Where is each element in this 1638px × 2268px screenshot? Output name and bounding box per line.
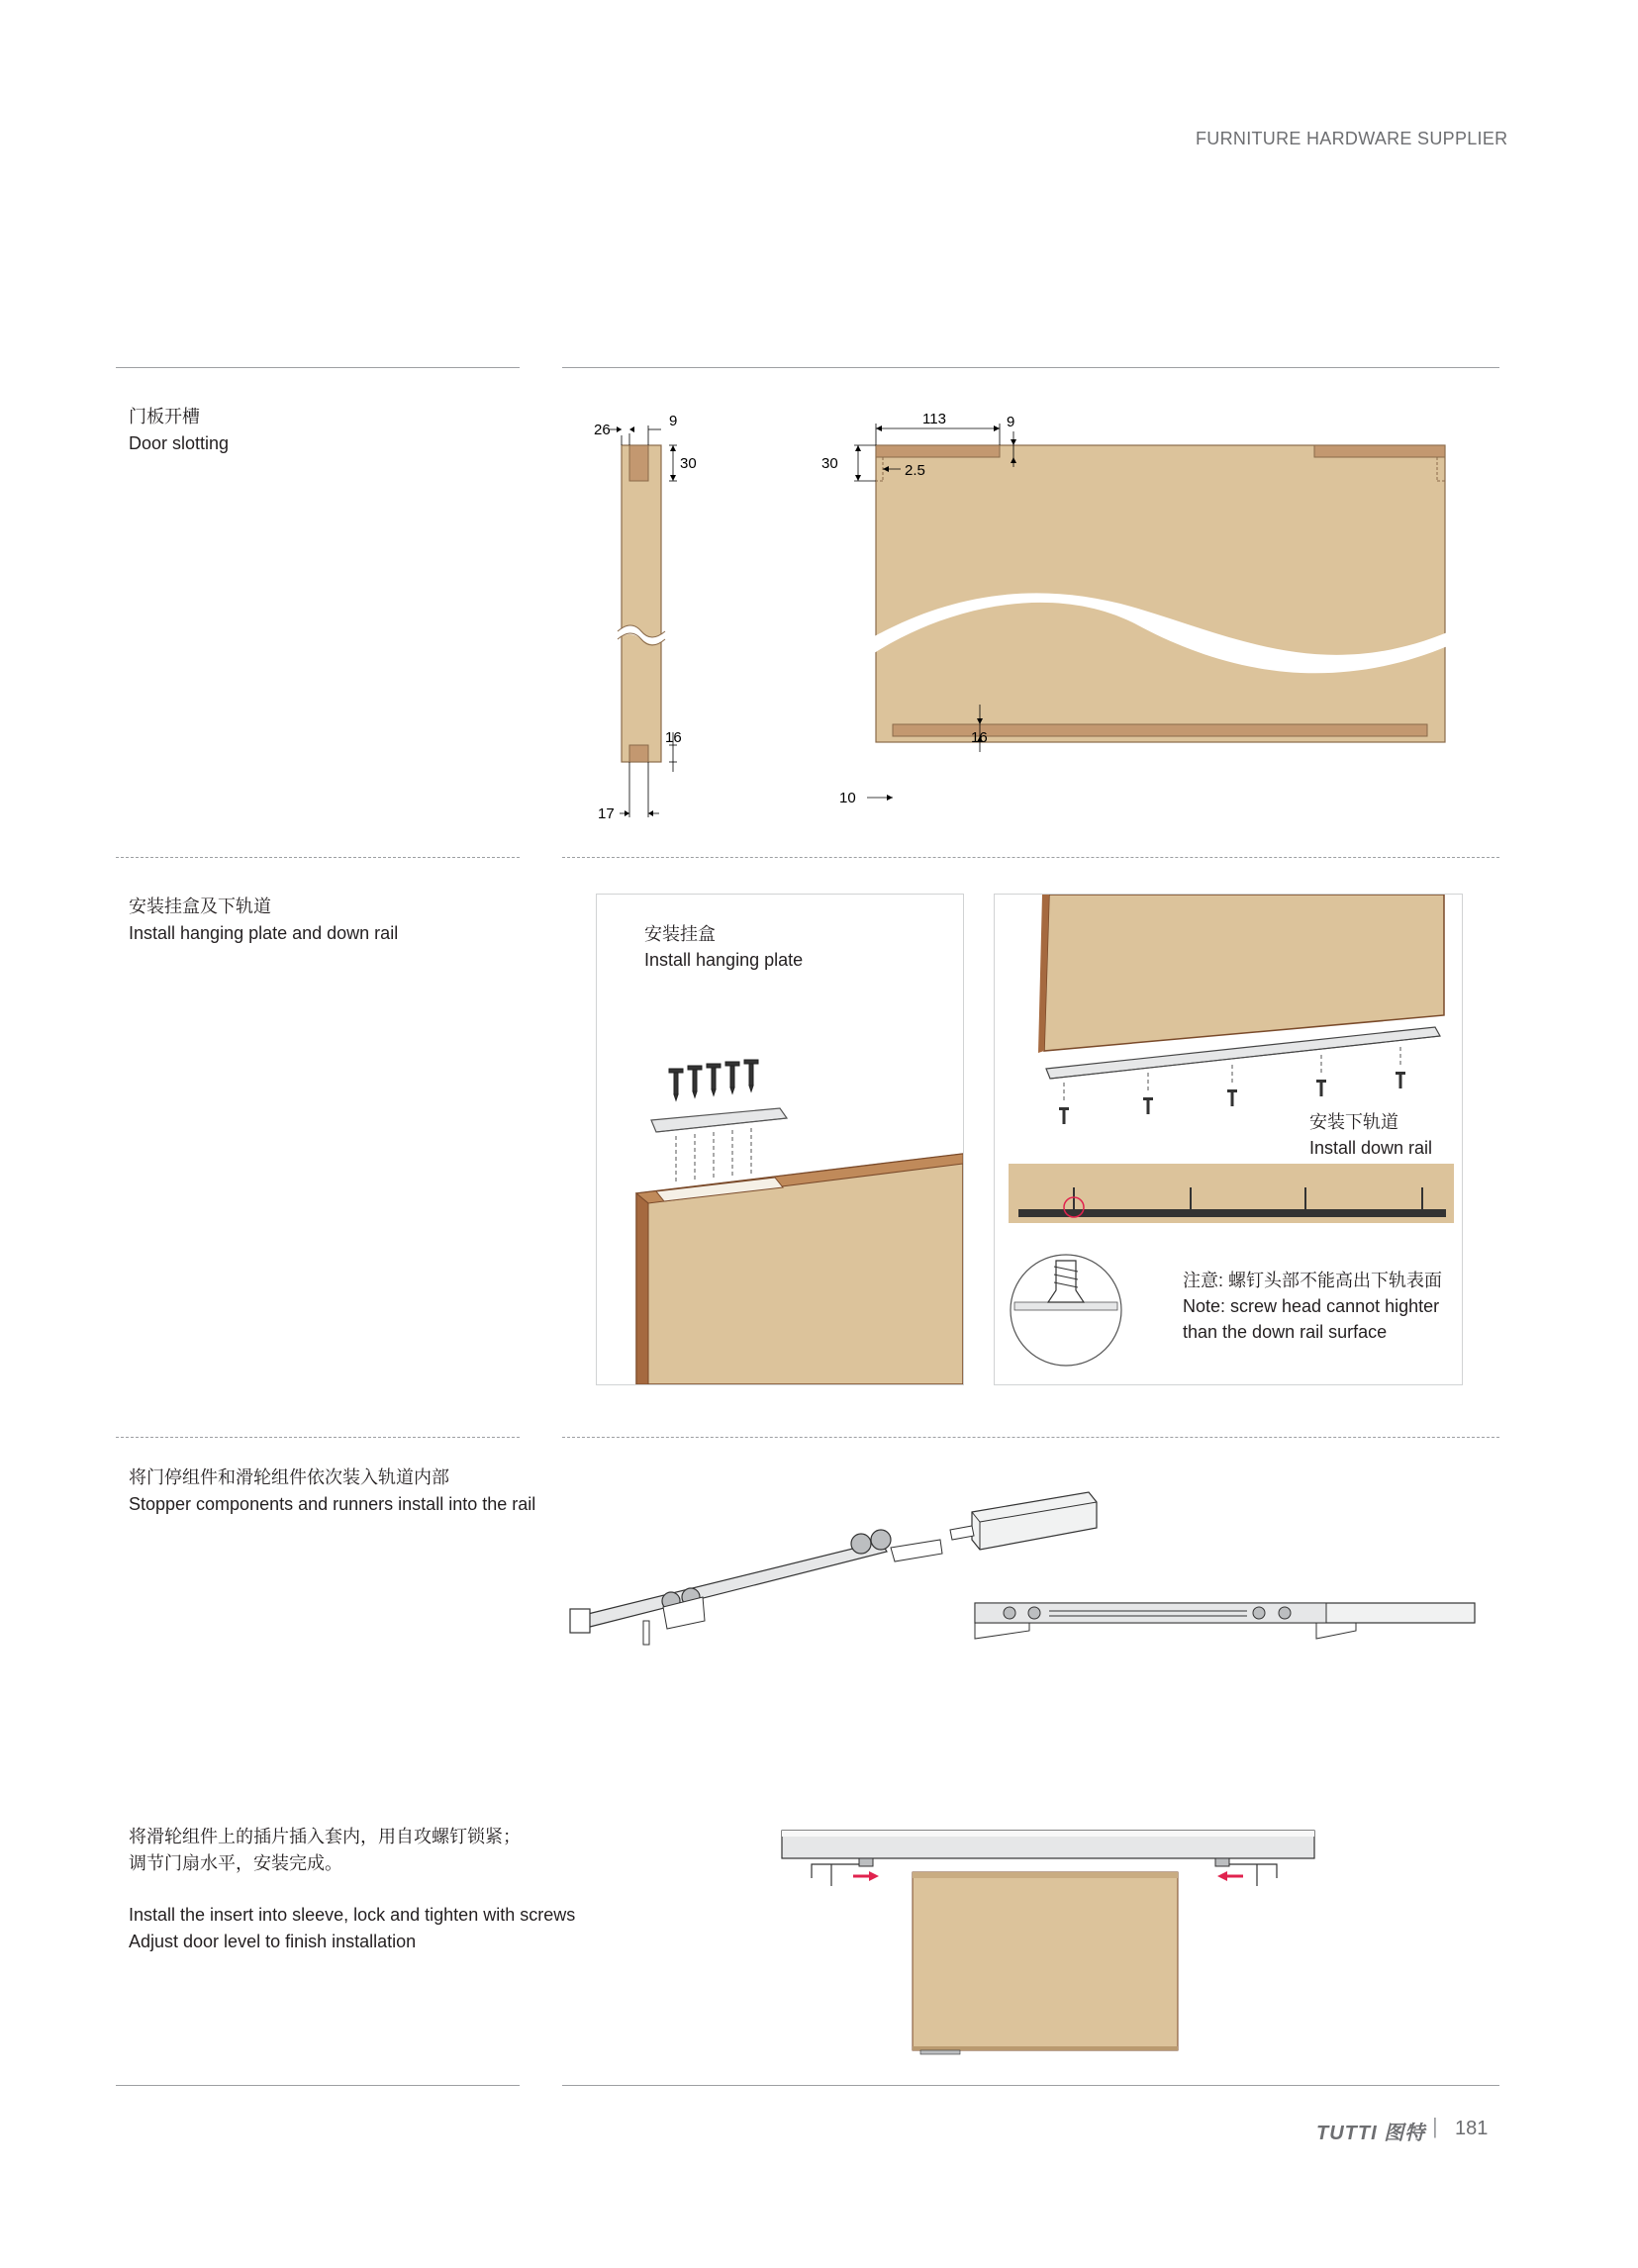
dim-front-top-length: 113 [922,411,946,427]
dim-side-slot-width: 9 [669,413,678,429]
bottom-rule-right [562,2085,1499,2086]
section-stopper-cn: 将门停组件和滑轮组件依次装入轨道内部 [129,1467,449,1487]
insert-arrow-right-icon [1217,1871,1243,1881]
side-view-top-slot [629,445,648,481]
divider-1-right [562,857,1499,858]
front-view-board [876,445,1445,742]
dim-side-bottom-depth: 16 [665,729,682,746]
hanging-plate-cn: 安装挂盒 [644,924,716,944]
final-installation-drawing [772,1821,1326,2058]
section-install-en: Install hanging plate and down rail [129,923,399,943]
stopper-part [570,1609,590,1633]
section-insert-en1: Install the insert into sleeve, lock and tighten with screws [129,1905,576,1925]
side-view [594,413,697,822]
page-number: 181 [1455,2118,1489,2139]
door-leaf [913,1872,1178,2050]
section-slotting-label [129,404,229,457]
note-en2: than the down rail surface [1183,1322,1388,1342]
note-cn: 注意: 螺钉头部不能高出下轨表面 [1183,1271,1443,1290]
footer-separator: | [1432,2114,1438,2138]
dim-side-slot-depth: 30 [680,455,697,472]
divider-2-right [562,1437,1499,1438]
section-slotting-en: Door slotting [129,433,230,453]
section-insert-label [129,1824,575,1955]
front-view-top-slot-left [876,445,1000,457]
dim-side-bottom-offset: 17 [598,805,615,822]
section-insert-en2: Adjust door level to finish installation [129,1932,417,1951]
section-insert-cn1: 将滑轮组件上的插片插入套内，用自攻螺钉锁紧； [129,1827,521,1846]
front-view [821,411,1450,806]
section-insert-cn2: 调节门扇水平，安装完成。 [129,1853,342,1873]
dim-front-top-offset: 2.5 [905,462,925,479]
runner-wheel-icon [851,1534,871,1554]
dim-front-bottom-offset: 10 [839,790,856,806]
dim-side-width: 26 [594,422,611,438]
footer-brand-logo: TUTTI 图特 [1316,2123,1426,2144]
section-slotting-cn: 门板开槽 [129,407,200,426]
stopper-runner-drawing [564,1482,1485,1675]
side-view-bottom-slot [629,745,648,762]
down-rail-en: Install down rail [1309,1138,1433,1158]
dim-front-bottom-depth: 16 [971,729,988,746]
down-rail-cn: 安装下轨道 [1309,1112,1398,1132]
assembled-rail [975,1603,1475,1639]
down-rail-panel [994,894,1463,1385]
screws-icon [669,1060,758,1100]
section-stopper-label [129,1465,535,1518]
door-panel [1044,895,1444,1051]
hanging-plate-panel [596,894,964,1385]
bottom-rule-left [116,2085,520,2086]
sleeve-part [972,1492,1097,1550]
dim-front-top-depth: 30 [821,455,838,472]
section-install-label [129,894,398,947]
top-rule-right [562,367,1499,368]
hanging-plate-illustration [597,895,963,1384]
side-view-board [622,445,661,762]
dim-front-top-width: 9 [1007,414,1015,430]
divider-2-left [116,1437,520,1438]
insert-arrow-left-icon [853,1871,879,1881]
header-supplier: FURNITURE HARDWARE SUPPLIER [1196,129,1508,148]
down-rail-label [1309,1109,1432,1161]
divider-1-left [116,857,520,858]
front-view-top-slot-right [1314,445,1445,457]
section-stopper-en: Stopper components and runners install into the rail [129,1494,536,1514]
note-en1: Note: screw head cannot highter [1183,1296,1440,1316]
section-install-cn: 安装挂盒及下轨道 [129,897,271,916]
note-label [1183,1268,1442,1345]
top-rule-left [116,367,520,368]
hanging-plate-en: Install hanging plate [644,950,804,970]
door-slotting-drawing [574,396,1465,831]
